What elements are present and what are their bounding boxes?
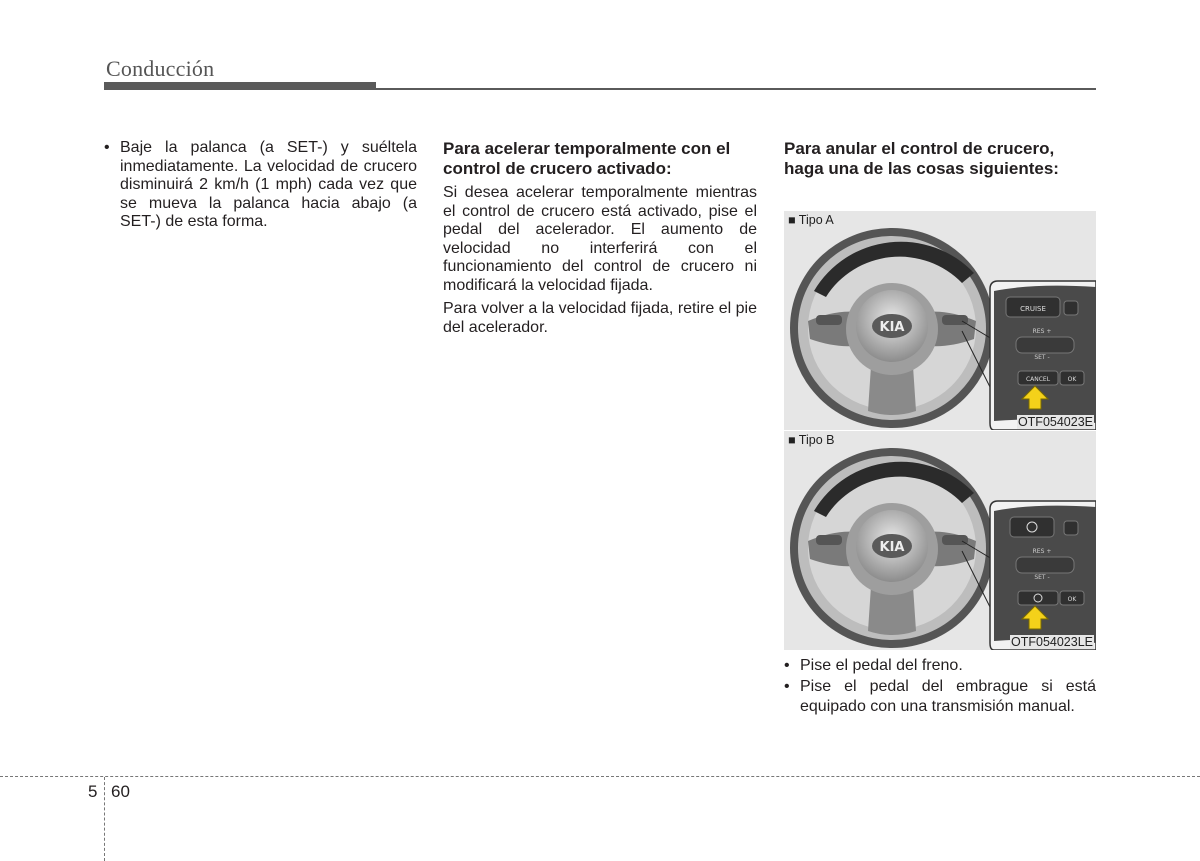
svg-text:CRUISE: CRUISE <box>1020 305 1046 313</box>
figure-type-b <box>784 431 1096 650</box>
accelerate-paragraph-1: Si desea acelerar temporalmente mientras el control de crucero está activado, pise el pedal del acelerador. El aumento de velocidad no interferirá con el funcionamiento del control de crucero ni modificará la velocidad fijada. <box>443 184 757 294</box>
header-rule-thin <box>376 88 1096 90</box>
accelerate-heading: Para acelerar temporalmente con el control de crucero activado: <box>443 139 731 178</box>
page-number: 60 <box>111 782 130 801</box>
svg-text:OK: OK <box>1067 596 1077 603</box>
steering-wheel-illustration-b <box>784 431 1096 650</box>
cancel-bullet-list <box>784 656 1096 718</box>
kia-logo: KIA <box>879 320 905 335</box>
bullet-text: Baje la palanca (a SET-) y suéltela inmediatamente. La velocidad de crucero disminuirá 2 km/h (1 mph) cada vez que se mueva la palanca hacia abajo (a SET-) de esta forma. <box>120 139 417 230</box>
accelerate-paragraph-2: Para volver a la velocidad fijada, retire el pie del acelerador. <box>443 300 757 336</box>
footer-vertical-divider <box>104 777 105 861</box>
figure-a-label: ■ Tipo A <box>788 213 834 227</box>
figure-a-code: OTF054023E <box>1017 415 1093 429</box>
list-item <box>784 677 1096 717</box>
cancel-heading: Para anular el control de crucero, haga una de las cosas siguientes: <box>784 139 1059 178</box>
figure-b-label: ■ Tipo B <box>788 433 835 447</box>
svg-text:CANCEL: CANCEL <box>1025 376 1051 383</box>
chapter-number: 5 <box>88 782 98 801</box>
svg-text:RES +: RES + <box>1032 548 1052 555</box>
bullet-dot: • <box>784 657 790 674</box>
column-1 <box>104 139 417 232</box>
figure-b-code: OTF054023LE <box>1011 635 1093 649</box>
svg-text:SET -: SET - <box>1034 574 1050 581</box>
svg-text:RES +: RES + <box>1032 328 1052 335</box>
bullet-dot: • <box>784 678 790 695</box>
bullet-text: Pise el pedal del embrague si está equipado con una transmisión manual. <box>800 678 1096 715</box>
svg-text:SET -: SET - <box>1034 354 1050 361</box>
bullet-item <box>104 139 417 232</box>
figure-type-a <box>784 211 1096 430</box>
kia-logo: KIA <box>879 540 905 555</box>
steering-wheel-illustration-a <box>784 211 1096 430</box>
bullet-text: Pise el pedal del freno. <box>800 657 963 674</box>
column-3 <box>784 139 1096 178</box>
footer-divider <box>0 776 1200 777</box>
bullet-dot: • <box>104 139 110 156</box>
section-title: Conducción <box>106 56 215 81</box>
column-2 <box>443 139 757 342</box>
header-rule-thick <box>104 82 376 90</box>
svg-text:OK: OK <box>1067 376 1077 383</box>
list-item <box>784 656 1096 676</box>
